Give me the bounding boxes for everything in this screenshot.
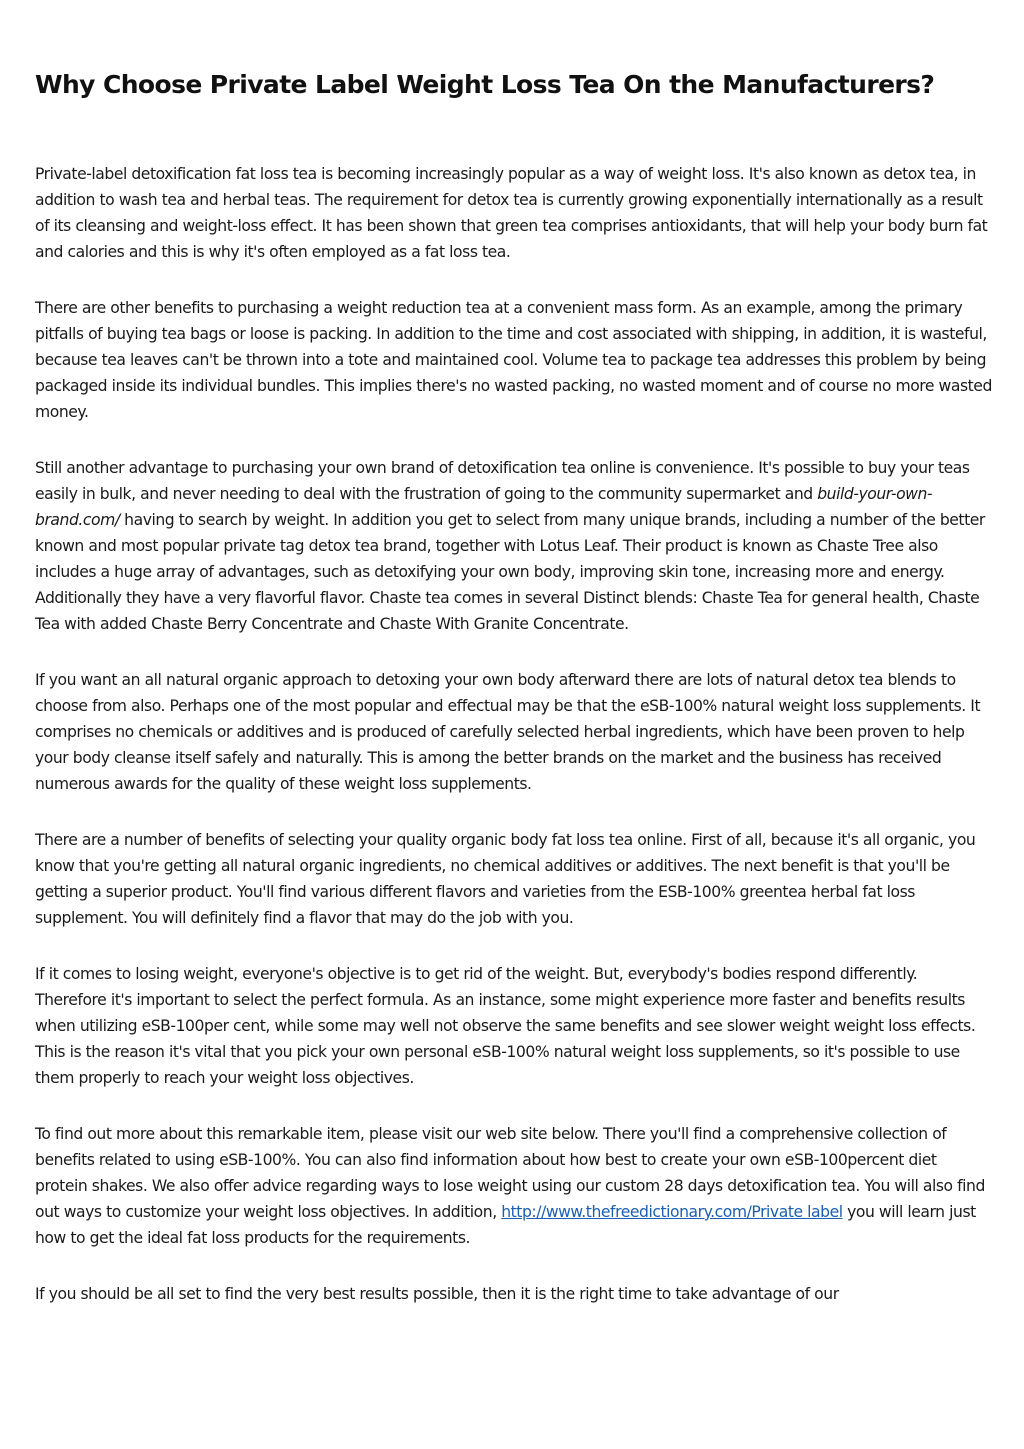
italic-domain-text: build-your-own-brand.com/ <box>35 485 933 529</box>
paragraph-1: Private-label detoxification fat loss tea is becoming increasingly popular as a way of weight loss. It's also known as detox tea, in addition to wash tea and herbal teas. The requirement for detox tea is currently growing exponentially internationally as a result of its cleansing and weight-loss effect. It has been shown that green tea comprises antioxidants, that will help your body burn fat and calories and this is why it's often employed as a fat loss tea. <box>35 165 988 261</box>
paragraph-7-text-end: you will learn just how to get the ideal fat loss products for the requirements. <box>35 1203 976 1247</box>
article <box>35 66 993 1337</box>
dictionary-link[interactable]: http://www.thefreedictionary.com/Private label <box>501 1203 843 1221</box>
paragraph-8: If you should be all set to find the very best results possible, then it is the right time to take advantage of our <box>35 1285 839 1303</box>
paragraph-7 <box>35 1121 993 1251</box>
page-title: Why Choose Private Label Weight Loss Tea On the Manufacturers? <box>35 70 935 99</box>
article-body <box>35 161 993 1307</box>
paragraph-5: There are a number of benefits of selecting your quality organic body fat loss tea online. First of all, because it's all organic, you know that you're getting all natural organic ingredients, no chemical additives or additives. The next benefit is that you'll be getting a superior product. You'll find various different flavors and varieties from the ESB-100% greentea herbal fat loss supplement. You will definitely find a flavor that may do the job with you. <box>35 831 976 927</box>
paragraph-7-text-start: To find out more about this remarkable item, please visit our web site below. There you'll find a comprehensive collection of benefits related to using eSB-100%. You can also find information about how best to create your own eSB-100percent diet protein shakes. We also offer advice regarding ways to lose weight using our custom 28 days detoxification tea. You will also find out ways to customize your weight loss objectives. In addition, <box>35 1125 985 1221</box>
paragraph-2: There are other benefits to purchasing a weight reduction tea at a convenient mass form. As an example, among the primary pitfalls of buying tea bags or loose is packing. In addition to the time and cost associated with shipping, in addition, it is wasteful, because tea leaves can't be thrown into a tote and maintained cool. Volume tea to package tea addresses this problem by being packaged inside its individual bundles. This implies there's no wasted packing, no wasted moment and of course no more wasted money. <box>35 299 992 421</box>
paragraph-6: If it comes to losing weight, everyone's objective is to get rid of the weight. But, everybody's bodies respond differently. Therefore it's important to select the perfect formula. As an instance, some might experience more faster and benefits results when utilizing eSB-100per cent, while some may well not observe the same benefits and see slower weight weight loss effects. This is the reason it's vital that you pick your own personal eSB-100% natural weight loss supplements, so it's possible to use them properly to reach your weight loss objectives. <box>35 965 976 1087</box>
paragraph-3-text-end: having to search by weight. In addition you get to select from many unique brands, including a number of the better known and most popular private tag detox tea brand, together with Lotus Leaf. Their product is known as Chaste Tree also includes a huge array of advantages, such as detoxifying your own body, improving skin tone, increasing more and energy. Additionally they have a very flavorful flavor. Chaste tea comes in several Distinct blends: Chaste Tea for general health, Chaste Tea with added Chaste Berry Concentrate and Chaste With Granite Concentrate. <box>35 511 985 633</box>
paragraph-4: If you want an all natural organic approach to detoxing your own body afterward there are lots of natural detox tea blends to choose from also. Perhaps one of the most popular and effectual may be that the eSB-100% natural weight loss supplements. It comprises no chemicals or additives and is produced of carefully selected herbal ingredients, which have been proven to help your body cleanse itself safely and naturally. This is among the better brands on the market and the business has received numerous awards for the quality of these weight loss supplements. <box>35 671 981 793</box>
paragraph-3-text-start: Still another advantage to purchasing your own brand of detoxification tea online is convenience. It's possible to buy your teas easily in bulk, and never needing to deal with the frustration of going to the community supermarket and <box>35 459 970 503</box>
paragraph-3 <box>35 455 993 637</box>
